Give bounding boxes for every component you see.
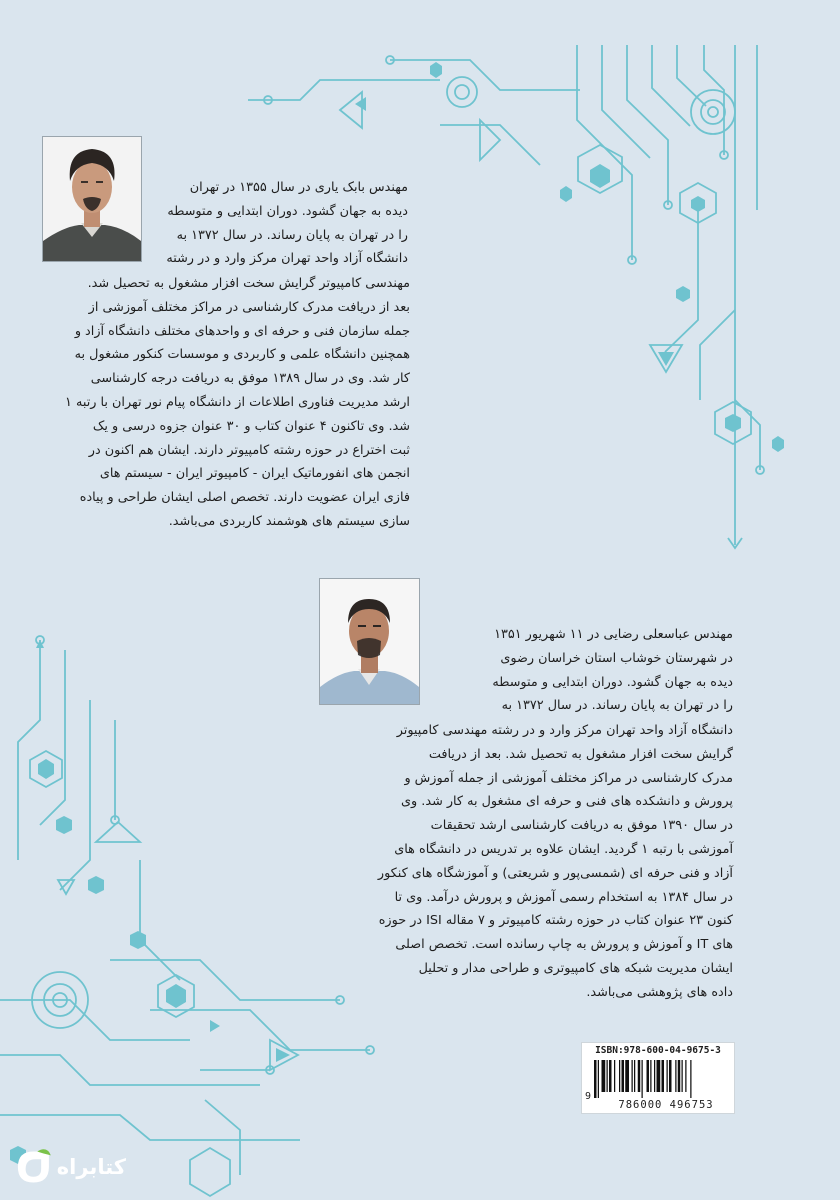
- barcode-bar: [622, 1060, 625, 1092]
- bio-line: داده های پژوهشی می‌باشد.: [586, 984, 733, 1000]
- barcode-bar: [632, 1060, 633, 1092]
- bio-line: دانشگاه آزاد واحد تهران مرکز وارد و در رشته: [166, 251, 408, 267]
- bio-line: جمله سازمان فنی و حرفه ای و واحدهای مختلف دانشگاه آزاد و: [74, 323, 410, 339]
- barcode-bar: [602, 1060, 606, 1092]
- barcode-bar: [598, 1060, 599, 1098]
- bio-line: دیده به جهان گشود. دوران ابتدایی و متوسطه: [167, 203, 408, 219]
- publisher-logo-text: کتابراه: [56, 1155, 126, 1179]
- barcode-bar: [685, 1060, 686, 1092]
- bio-line: کنون ۲۳ عنوان کتاب در حوزه رشته کامپیوتر و ۷ مقاله ISI در حوزه: [378, 913, 733, 929]
- bio-line: شد. وی تاکنون ۴ عنوان کتاب و ۳۰ عنوان جزوه درسی و یک: [92, 418, 410, 434]
- bio-line: ایشان مدیریت شبکه های کامپیوتری و طراحی مدار و تحلیل: [418, 960, 733, 976]
- bio-line: بعد از دریافت مدرک کارشناسی در مراکز مختلف آموزشی از: [88, 299, 410, 315]
- bio-line: آموزشی با رتبه ۱ گردید. ایشان علاوه بر تدریس در دانشگاه های: [394, 841, 733, 857]
- barcode-bar: [650, 1060, 651, 1092]
- isbn-barcode: [581, 1042, 735, 1114]
- barcode-bar: [667, 1060, 668, 1092]
- author1-bio-body: [40, 272, 410, 534]
- bio-line: مهندسی کامپیوتر گرایش سخت افزار مشغول به تحصیل شد.: [87, 276, 410, 291]
- bio-line: مدرک کارشناسی در مراکز مختلف آموزشی از جمله آموزش و: [404, 770, 733, 786]
- barcode-bar: [607, 1060, 608, 1092]
- bio-line: پرورش و دانشکده های فنی و حرفه ای مشغول به کار شد. وی: [401, 794, 733, 810]
- barcode-bar: [625, 1060, 629, 1092]
- bio-line: کار شد. وی در سال ۱۳۸۹ موفق به دریافت درجه کارشناسی: [90, 371, 410, 387]
- author2-portrait-image: [320, 579, 419, 704]
- bio-line: دانشگاه آزاد واحد تهران مرکز وارد و در رشته مهندسی کامپیوتر: [396, 723, 733, 738]
- barcode-bar: [594, 1060, 597, 1098]
- barcode-bar: [619, 1060, 620, 1092]
- author2-photo: [319, 578, 420, 705]
- author1-bio-intro: [146, 176, 408, 271]
- bio-line: آزاد و فنی حرفه ای (شمسی‌پور و شریعتی) و آموزشگاه های کنکور: [377, 865, 733, 881]
- bio-line: فازی ایران عضویت دارند. تخصص اصلی ایشان طراحی و پیاده: [79, 490, 410, 506]
- author1-portrait-image: [43, 137, 141, 261]
- publisher-logo: [6, 1144, 126, 1190]
- ketabrah-leaf-icon: [14, 1147, 53, 1187]
- barcode-bar: [654, 1060, 655, 1092]
- barcode-bar: [669, 1060, 672, 1092]
- barcode-bar: [614, 1060, 615, 1092]
- barcode-bar: [678, 1060, 681, 1092]
- barcode-bar: [682, 1060, 683, 1092]
- circuit-top-right-fills: [355, 62, 784, 452]
- bio-line: مهندس بابک یاری در سال ۱۳۵۵ در تهران: [189, 180, 408, 195]
- bio-line: در سال ۱۳۸۴ به استخدام رسمی آموزش و پرورش درآمد. وی تا: [394, 889, 733, 905]
- barcode-bar: [609, 1060, 612, 1092]
- bio-line: همچنین دانشگاه علمی و کاربردی و موسسات کنکور مشغول به: [74, 347, 410, 363]
- bio-line: دیده به جهان گشود. دوران ابتدایی و متوسطه: [492, 674, 733, 690]
- barcode-bar: [642, 1060, 643, 1098]
- barcode-bar: [638, 1060, 641, 1092]
- bio-line: در سال ۱۳۹۰ موفق به دریافت کارشناسی ارشد تحقیقات: [430, 818, 733, 834]
- bio-line: گرایش سخت افزار مشغول به تحصیل شد. بعد از دریافت: [428, 746, 733, 762]
- author1-photo: [42, 136, 142, 262]
- bio-line: در شهرستان خوشاب استان خراسان رضوی: [500, 650, 733, 666]
- barcode-bar: [675, 1060, 676, 1092]
- bio-line: مهندس عباسعلی رضایی در ۱۱ شهریور ۱۳۵۱: [494, 627, 733, 642]
- bio-line: ارشد مدیریت فناوری اطلاعات از دانشگاه پیام نور تهران با رتبه ۱: [65, 394, 410, 410]
- bio-line: سازی سیستم های هوشمند کاربردی می‌باشد.: [168, 513, 410, 529]
- barcode-bar: [662, 1060, 665, 1092]
- bio-line: را در تهران به پایان رساند. در سال ۱۳۷۲ به: [176, 227, 408, 243]
- barcode-bar: [634, 1060, 635, 1092]
- author2-bio-intro: [423, 623, 733, 718]
- barcode-bar: [657, 1060, 661, 1092]
- bio-line: های IT و آموزش و پرورش به چاپ رسانده است. تخصص اصلی: [395, 937, 733, 953]
- barcode-bar: [647, 1060, 650, 1092]
- barcode-bar: [690, 1060, 691, 1098]
- barcode-lead-digit: 9: [585, 1091, 592, 1102]
- isbn-label: ISBN:978-600-04-9675-3: [595, 1045, 721, 1056]
- bio-line: را در تهران به پایان رساند. در سال ۱۳۷۲ به: [501, 698, 733, 714]
- author2-bio-body: [230, 719, 733, 1005]
- barcode-bars: [594, 1060, 730, 1098]
- barcode-digits: 786000 496753: [618, 1099, 714, 1111]
- bio-line: ثبت اختراع در حوزه رشته کامپیوتر دارند. ایشان هم اکنون در: [88, 442, 410, 458]
- bio-line: انجمن های انفورماتیک ایران - کامپیوتر ایران - سیستم های: [99, 466, 410, 482]
